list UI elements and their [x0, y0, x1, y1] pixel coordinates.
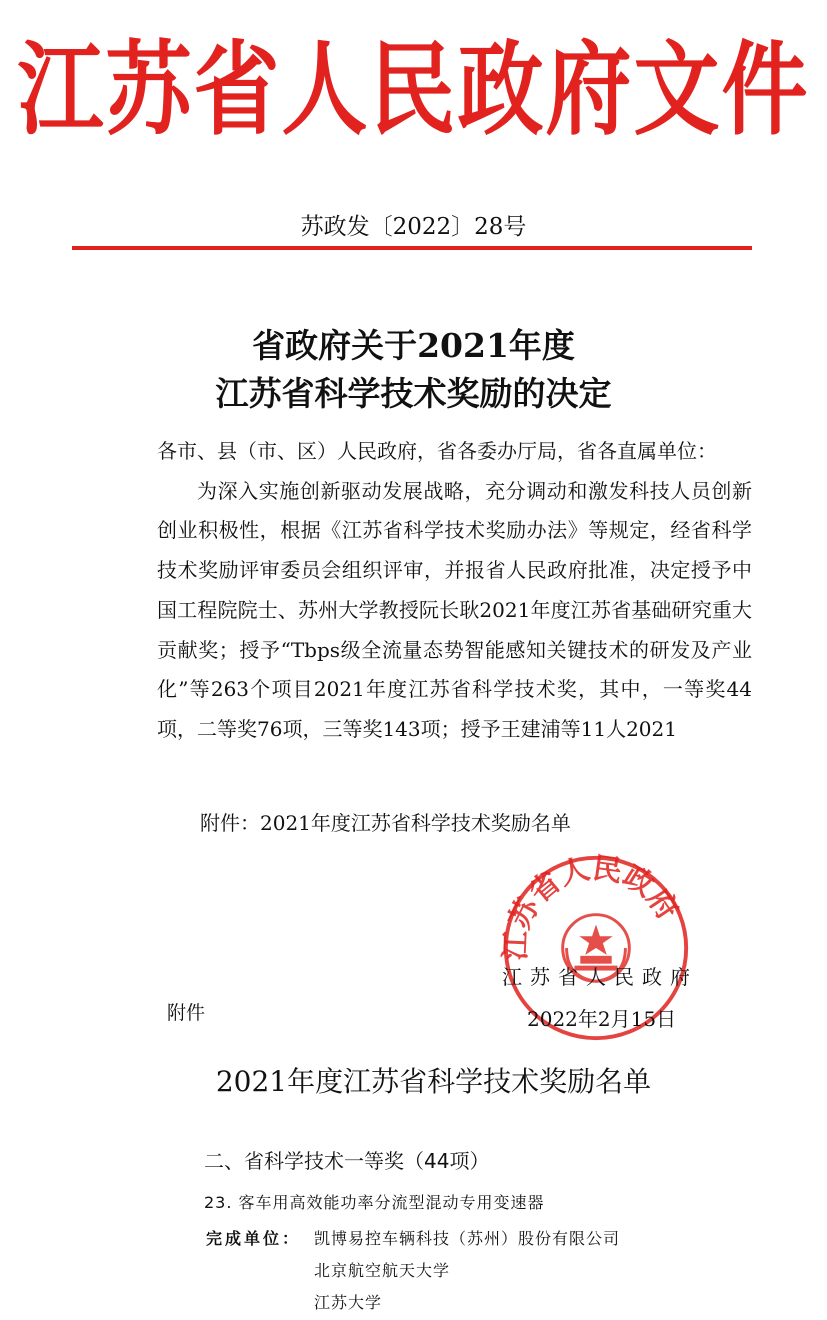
- decision-body: [157, 432, 752, 750]
- masthead: 江苏省人民政府文件: [17, 31, 810, 150]
- issue-date: 2022年2月15日: [527, 1007, 677, 1031]
- salutation: 各市、县（市、区）人民政府，省各委办厅局，省各直属单位：: [157, 439, 717, 463]
- seal-text: 江苏省人民政府: [498, 850, 686, 962]
- completion-unit: 江苏大学: [314, 1293, 383, 1312]
- attachment-label: 附件: [167, 1002, 206, 1024]
- completion-unit: 北京航空航天大学: [314, 1261, 451, 1280]
- decision-title-line1: 省政府关于2021年度: [252, 326, 575, 365]
- units-label: 完成单位：: [206, 1229, 302, 1248]
- red-rule: [72, 246, 752, 250]
- award-list-title: 2021年度江苏省科学技术奖励名单: [215, 1065, 652, 1098]
- attachment-reference: 附件：2021年度江苏省科学技术奖励名单: [200, 811, 571, 835]
- issuer-name: 江苏省人民政府: [502, 965, 698, 989]
- award-item-title: 23. 客车用高效能功率分流型混动专用变速器: [204, 1193, 545, 1212]
- section-heading: 二、省科学技术一等奖（44项）: [204, 1149, 490, 1173]
- decision-paragraph: 为深入实施创新驱动发展战略，充分调动和激发科技人员创新创业积极性，根据《江苏省科学技术奖励办法》等规定，经省科学技术奖励评审委员会组织评审，并报省人民政府批准，决定授予中国工程院院士、苏州大学教授阮长耿2021年度江苏省基础研究重大贡献奖；授予“Tbps级全流量态势智能感知关键技术的研发及产业化”等263个项目2021年度江苏省科学技术奖，其中，一等奖44项，二等奖76项，三等奖143项；授予王建浦等11人2021: [157, 478, 752, 741]
- completion-unit: 凯博易控车辆科技（苏州）股份有限公司: [314, 1229, 621, 1248]
- document-number: 苏政发〔2022〕28号: [300, 214, 527, 240]
- decision-title-line2: 江苏省科学技术奖励的决定: [215, 374, 612, 413]
